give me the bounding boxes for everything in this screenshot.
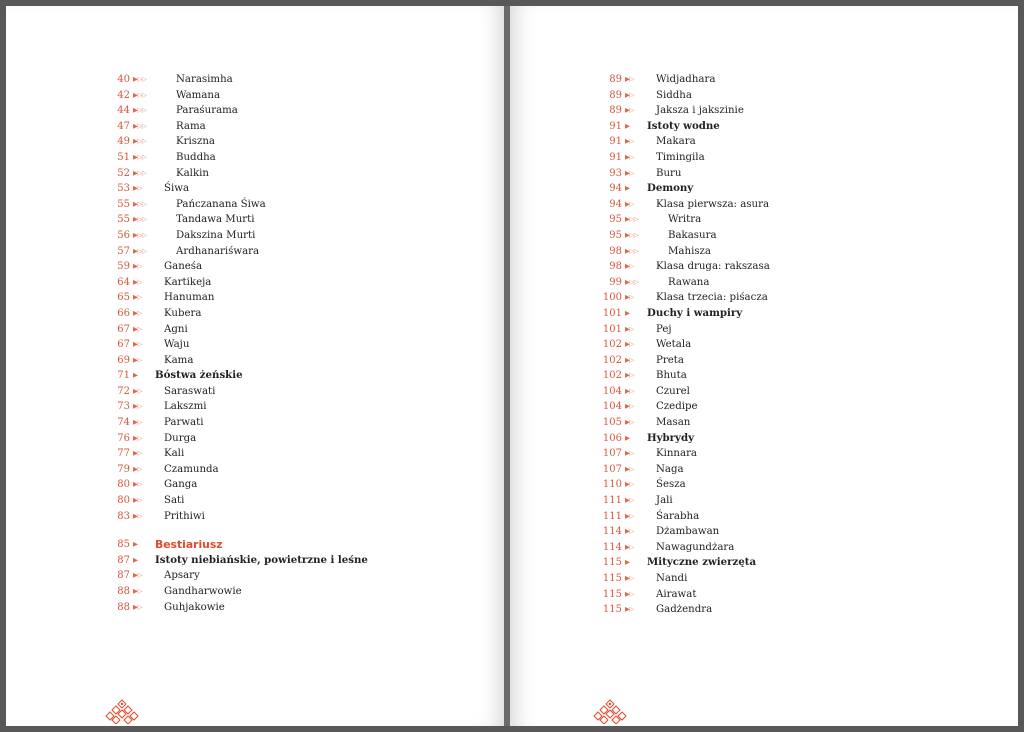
arrow-icon: ▶▷ bbox=[625, 106, 634, 115]
entry-title: Kalkin bbox=[176, 167, 209, 179]
entry-title: Waju bbox=[164, 339, 190, 351]
arrow-icon: ▶▷ bbox=[625, 199, 634, 208]
arrow-icon: ▶▷ bbox=[625, 355, 634, 364]
arrow-icon: ▶▷ bbox=[625, 605, 634, 614]
entry-title: Ardhanariśwara bbox=[176, 245, 260, 257]
page-number: 102 bbox=[602, 339, 622, 351]
arrow-icon: ▶▷ bbox=[133, 587, 142, 595]
entry-title: Writra bbox=[668, 214, 702, 226]
arrow-icon: ▶▷ bbox=[133, 571, 142, 580]
arrow-icon: ▶▷ bbox=[625, 511, 634, 520]
arrow-icon: ▶▷ bbox=[133, 480, 142, 489]
arrow-icon: ▶▷▷ bbox=[133, 121, 147, 130]
entry-title: Pej bbox=[656, 323, 672, 335]
page-number: 95 bbox=[609, 229, 622, 241]
arrow-icon: ▶▷ bbox=[625, 449, 634, 458]
page-number: 89 bbox=[609, 105, 622, 117]
page-number: 115 bbox=[602, 588, 622, 600]
entry-title: Nawagundżara bbox=[656, 541, 735, 553]
entry-title: Sati bbox=[164, 495, 185, 507]
page-number: 71 bbox=[117, 370, 130, 382]
entry-title: Bestiariusz bbox=[155, 538, 223, 552]
entry-title: Nandi bbox=[656, 573, 688, 584]
arrow-icon: ▶▷ bbox=[625, 589, 634, 598]
entry-title: Kali bbox=[164, 448, 185, 460]
page-number: 102 bbox=[602, 370, 622, 382]
page-number: 114 bbox=[602, 526, 622, 538]
entry-title: Buddha bbox=[176, 151, 216, 163]
page-number: 87 bbox=[117, 554, 130, 566]
arrow-icon: ▶ bbox=[133, 555, 138, 564]
entry-title: Klasa trzecia: piśacza bbox=[656, 292, 768, 304]
entry-title: Narasimha bbox=[176, 74, 233, 85]
page-number: 101 bbox=[602, 323, 622, 335]
arrow-icon: ▶▷ bbox=[625, 90, 634, 99]
arrow-icon: ▶▷▷ bbox=[133, 152, 147, 161]
page-number: 100 bbox=[602, 292, 622, 304]
arrow-icon: ▶▷ bbox=[625, 137, 634, 146]
page-number: 44 bbox=[117, 105, 130, 117]
page-number: 52 bbox=[117, 167, 130, 179]
page-number: 76 bbox=[117, 432, 130, 444]
arrow-icon: ▶▷ bbox=[625, 496, 634, 505]
arrow-icon: ▶▷▷ bbox=[133, 90, 147, 99]
page-number: 98 bbox=[609, 245, 622, 257]
arrow-icon: ▶ bbox=[625, 433, 630, 442]
entry-title: Klasa druga: rakszasa bbox=[656, 261, 770, 273]
page-number: 73 bbox=[117, 401, 130, 413]
entry-title: Jaksza i jakszinie bbox=[656, 105, 744, 117]
arrow-icon: ▶▷ bbox=[133, 496, 142, 505]
arrow-icon: ▶ bbox=[133, 540, 138, 549]
entry-title: Bakasura bbox=[668, 229, 717, 241]
page-number: 104 bbox=[602, 401, 622, 413]
entry-title: Wamana bbox=[176, 89, 221, 101]
page-number: 105 bbox=[602, 417, 622, 429]
page-number: 93 bbox=[609, 167, 622, 179]
entry-title: Hybrydy bbox=[647, 431, 694, 444]
page-number: 102 bbox=[602, 354, 622, 366]
arrow-icon: ▶▷▷ bbox=[133, 137, 147, 146]
entry-title: Widjadhara bbox=[656, 74, 716, 85]
entry-title: Prithiwi bbox=[164, 510, 205, 522]
page-number: 55 bbox=[117, 214, 130, 226]
entry-title: Agni bbox=[164, 323, 188, 335]
page-number: 74 bbox=[117, 417, 130, 429]
arrow-icon: ▶▷▷ bbox=[625, 230, 639, 239]
entry-title: Hanuman bbox=[164, 292, 215, 304]
arrow-icon: ▶▷ bbox=[133, 464, 142, 473]
page-number: 40 bbox=[117, 74, 130, 85]
entry-title: Apsary bbox=[164, 570, 200, 582]
entry-title: Czedipe bbox=[656, 401, 698, 413]
arrow-icon: ▶▷ bbox=[625, 542, 634, 551]
arrow-icon: ▶▷ bbox=[133, 262, 142, 271]
entry-title: Śesza bbox=[656, 479, 686, 491]
arrow-icon: ▶▷ bbox=[625, 527, 634, 536]
arrow-icon: ▶▷▷ bbox=[625, 277, 639, 286]
entry-title: Istoty niebiańskie, powietrzne i leśne bbox=[155, 553, 368, 566]
entry-title: Czamunda bbox=[164, 463, 219, 475]
arrow-icon: ▶▷ bbox=[133, 308, 142, 317]
right-page bbox=[510, 6, 1018, 726]
entry-title: Wetala bbox=[656, 339, 692, 351]
arrow-icon: ▶▷ bbox=[133, 277, 142, 286]
arrow-icon: ▶▷▷ bbox=[133, 106, 147, 115]
arrow-icon: ▶▷ bbox=[625, 168, 634, 177]
arrow-icon: ▶▷ bbox=[625, 324, 634, 333]
page-number: 83 bbox=[117, 510, 130, 522]
entry-title: Guhjakowie bbox=[164, 601, 225, 613]
page-number: 87 bbox=[117, 570, 130, 582]
page-number: 114 bbox=[602, 541, 622, 553]
entry-title: Dakszina Murti bbox=[176, 229, 256, 241]
arrow-icon: ▶▷▷ bbox=[133, 199, 147, 208]
entry-title: Siddha bbox=[656, 89, 692, 101]
arrow-icon: ▶▷▷ bbox=[133, 246, 147, 255]
page-number: 80 bbox=[117, 479, 130, 491]
entry-title: Ganga bbox=[164, 479, 198, 491]
arrow-icon: ▶▷ bbox=[133, 449, 142, 458]
arrow-icon: ▶▷ bbox=[133, 418, 142, 427]
page-number: 115 bbox=[602, 604, 622, 616]
page-number: 111 bbox=[602, 510, 622, 522]
page-number: 72 bbox=[117, 385, 130, 397]
page-number: 104 bbox=[602, 385, 622, 397]
arrow-icon: ▶▷ bbox=[133, 602, 142, 611]
page-number: 85 bbox=[117, 539, 130, 551]
page-number: 47 bbox=[117, 120, 130, 132]
page-number: 91 bbox=[609, 136, 622, 148]
entry-title: Czurel bbox=[656, 385, 690, 397]
arrow-icon: ▶▷ bbox=[133, 402, 142, 411]
entry-title: Rama bbox=[176, 120, 206, 132]
arrow-icon: ▶▷ bbox=[133, 511, 142, 520]
entry-title: Rawana bbox=[668, 276, 710, 288]
page-number: 91 bbox=[609, 120, 622, 132]
arrow-icon: ▶▷ bbox=[625, 386, 634, 395]
page-number: 107 bbox=[602, 448, 622, 460]
arrow-icon: ▶▷ bbox=[625, 340, 634, 349]
entry-title: Dżambawan bbox=[656, 526, 720, 538]
entry-title: Kubera bbox=[164, 307, 202, 319]
entry-title: Durga bbox=[164, 432, 197, 444]
arrow-icon: ▶▷▷ bbox=[133, 215, 147, 224]
page-number: 42 bbox=[117, 89, 130, 101]
page-number: 67 bbox=[117, 323, 130, 335]
left-page bbox=[6, 6, 504, 726]
page-number: 59 bbox=[117, 261, 130, 273]
page-number: 115 bbox=[602, 573, 622, 584]
page-number: 56 bbox=[117, 229, 130, 241]
arrow-icon: ▶▷ bbox=[133, 340, 142, 349]
page-number: 89 bbox=[609, 74, 622, 85]
page-number: 79 bbox=[117, 463, 130, 475]
entry-title: Istoty wodne bbox=[647, 119, 720, 132]
entry-title: Kartikeja bbox=[164, 276, 212, 288]
arrow-icon: ▶▷ bbox=[133, 324, 142, 333]
page-number: 107 bbox=[602, 463, 622, 475]
page-number: 101 bbox=[602, 307, 622, 319]
arrow-icon: ▶ bbox=[625, 558, 630, 567]
arrow-icon: ▶▷ bbox=[625, 480, 634, 489]
entry-title: Makara bbox=[656, 136, 696, 148]
entry-title: Preta bbox=[656, 354, 684, 366]
arrow-icon: ▶▷ bbox=[625, 464, 634, 473]
entry-title: Masan bbox=[656, 417, 691, 429]
page-number: 51 bbox=[117, 151, 130, 163]
entry-title: Parwati bbox=[164, 417, 204, 429]
arrow-icon: ▶▷ bbox=[625, 75, 634, 83]
arrow-icon: ▶ bbox=[625, 121, 630, 130]
entry-title: Lakszmi bbox=[164, 401, 207, 413]
arrow-icon: ▶ bbox=[133, 371, 138, 380]
entry-title: Kama bbox=[164, 354, 194, 366]
arrow-icon: ▶▷ bbox=[133, 355, 142, 364]
arrow-icon: ▶▷▷ bbox=[625, 215, 639, 224]
arrow-icon: ▶ bbox=[625, 308, 630, 317]
entry-title: Kinnara bbox=[656, 448, 698, 460]
entry-title: Śiwa bbox=[164, 183, 190, 195]
arrow-icon: ▶▷ bbox=[625, 418, 634, 427]
entry-title: Ganeśa bbox=[164, 261, 203, 273]
arrow-icon: ▶▷ bbox=[133, 184, 142, 193]
entry-title: Kriszna bbox=[176, 136, 215, 148]
entry-title: Pańczanana Śiwa bbox=[176, 198, 266, 210]
arrow-icon: ▶▷ bbox=[133, 386, 142, 395]
entry-title: Gandharwowie bbox=[164, 586, 242, 597]
page-number: 55 bbox=[117, 198, 130, 210]
ornament-icon bbox=[102, 698, 142, 724]
arrow-icon: ▶▷ bbox=[133, 433, 142, 442]
arrow-icon: ▶▷ bbox=[625, 152, 634, 161]
arrow-icon: ▶▷▷ bbox=[625, 246, 639, 255]
entry-title: Saraswati bbox=[164, 385, 216, 397]
page-number: 88 bbox=[117, 586, 130, 597]
page-number: 67 bbox=[117, 339, 130, 351]
entry-title: Duchy i wampiry bbox=[647, 306, 743, 319]
page-number: 94 bbox=[609, 183, 622, 195]
entry-title: Bhuta bbox=[656, 370, 687, 382]
page-number: 69 bbox=[117, 354, 130, 366]
page-number: 94 bbox=[609, 198, 622, 210]
arrow-icon: ▶▷ bbox=[625, 293, 634, 302]
page-number: 77 bbox=[117, 448, 130, 460]
entry-title: Airawat bbox=[656, 588, 697, 600]
page-number: 66 bbox=[117, 307, 130, 319]
page-number: 89 bbox=[609, 89, 622, 101]
entry-title: Timingila bbox=[656, 151, 705, 163]
arrow-icon: ▶▷ bbox=[625, 574, 634, 582]
entry-title: Tandawa Murti bbox=[176, 214, 255, 226]
entry-title: Jali bbox=[656, 495, 673, 507]
page-number: 64 bbox=[117, 276, 130, 288]
page-number: 65 bbox=[117, 292, 130, 304]
arrow-icon: ▶▷ bbox=[625, 262, 634, 271]
page-number: 106 bbox=[602, 432, 622, 444]
arrow-icon: ▶▷ bbox=[133, 293, 142, 302]
arrow-icon: ▶▷▷ bbox=[133, 168, 147, 177]
page-number: 111 bbox=[602, 495, 622, 507]
page-number: 91 bbox=[609, 151, 622, 163]
entry-title: Demony bbox=[647, 182, 694, 195]
ornament-icon bbox=[590, 698, 630, 724]
arrow-icon: ▶▷ bbox=[625, 371, 634, 380]
entry-title: Naga bbox=[656, 463, 684, 475]
entry-title: Mahisza bbox=[668, 245, 711, 257]
page-number: 57 bbox=[117, 245, 130, 257]
entry-title: Śarabha bbox=[656, 510, 700, 522]
page-number: 110 bbox=[602, 479, 622, 491]
arrow-icon: ▶▷▷ bbox=[133, 75, 147, 83]
page-number: 98 bbox=[609, 261, 622, 273]
page-number: 53 bbox=[117, 183, 130, 195]
page-number: 80 bbox=[117, 495, 130, 507]
entry-title: Paraśurama bbox=[176, 105, 238, 117]
entry-title: Buru bbox=[656, 167, 682, 179]
page-number: 88 bbox=[117, 601, 130, 613]
arrow-icon: ▶▷▷ bbox=[133, 230, 147, 239]
page-number: 115 bbox=[602, 557, 622, 569]
entry-title: Klasa pierwsza: asura bbox=[656, 198, 770, 210]
entry-title: Bóstwa żeńskie bbox=[155, 369, 243, 382]
page-number: 95 bbox=[609, 214, 622, 226]
arrow-icon: ▶ bbox=[625, 184, 630, 193]
entry-title: Gadżendra bbox=[656, 604, 713, 616]
entry-title: Mityczne zwierzęta bbox=[647, 556, 757, 569]
page-number: 99 bbox=[609, 276, 622, 288]
page-number: 49 bbox=[117, 136, 130, 148]
arrow-icon: ▶▷ bbox=[625, 402, 634, 411]
